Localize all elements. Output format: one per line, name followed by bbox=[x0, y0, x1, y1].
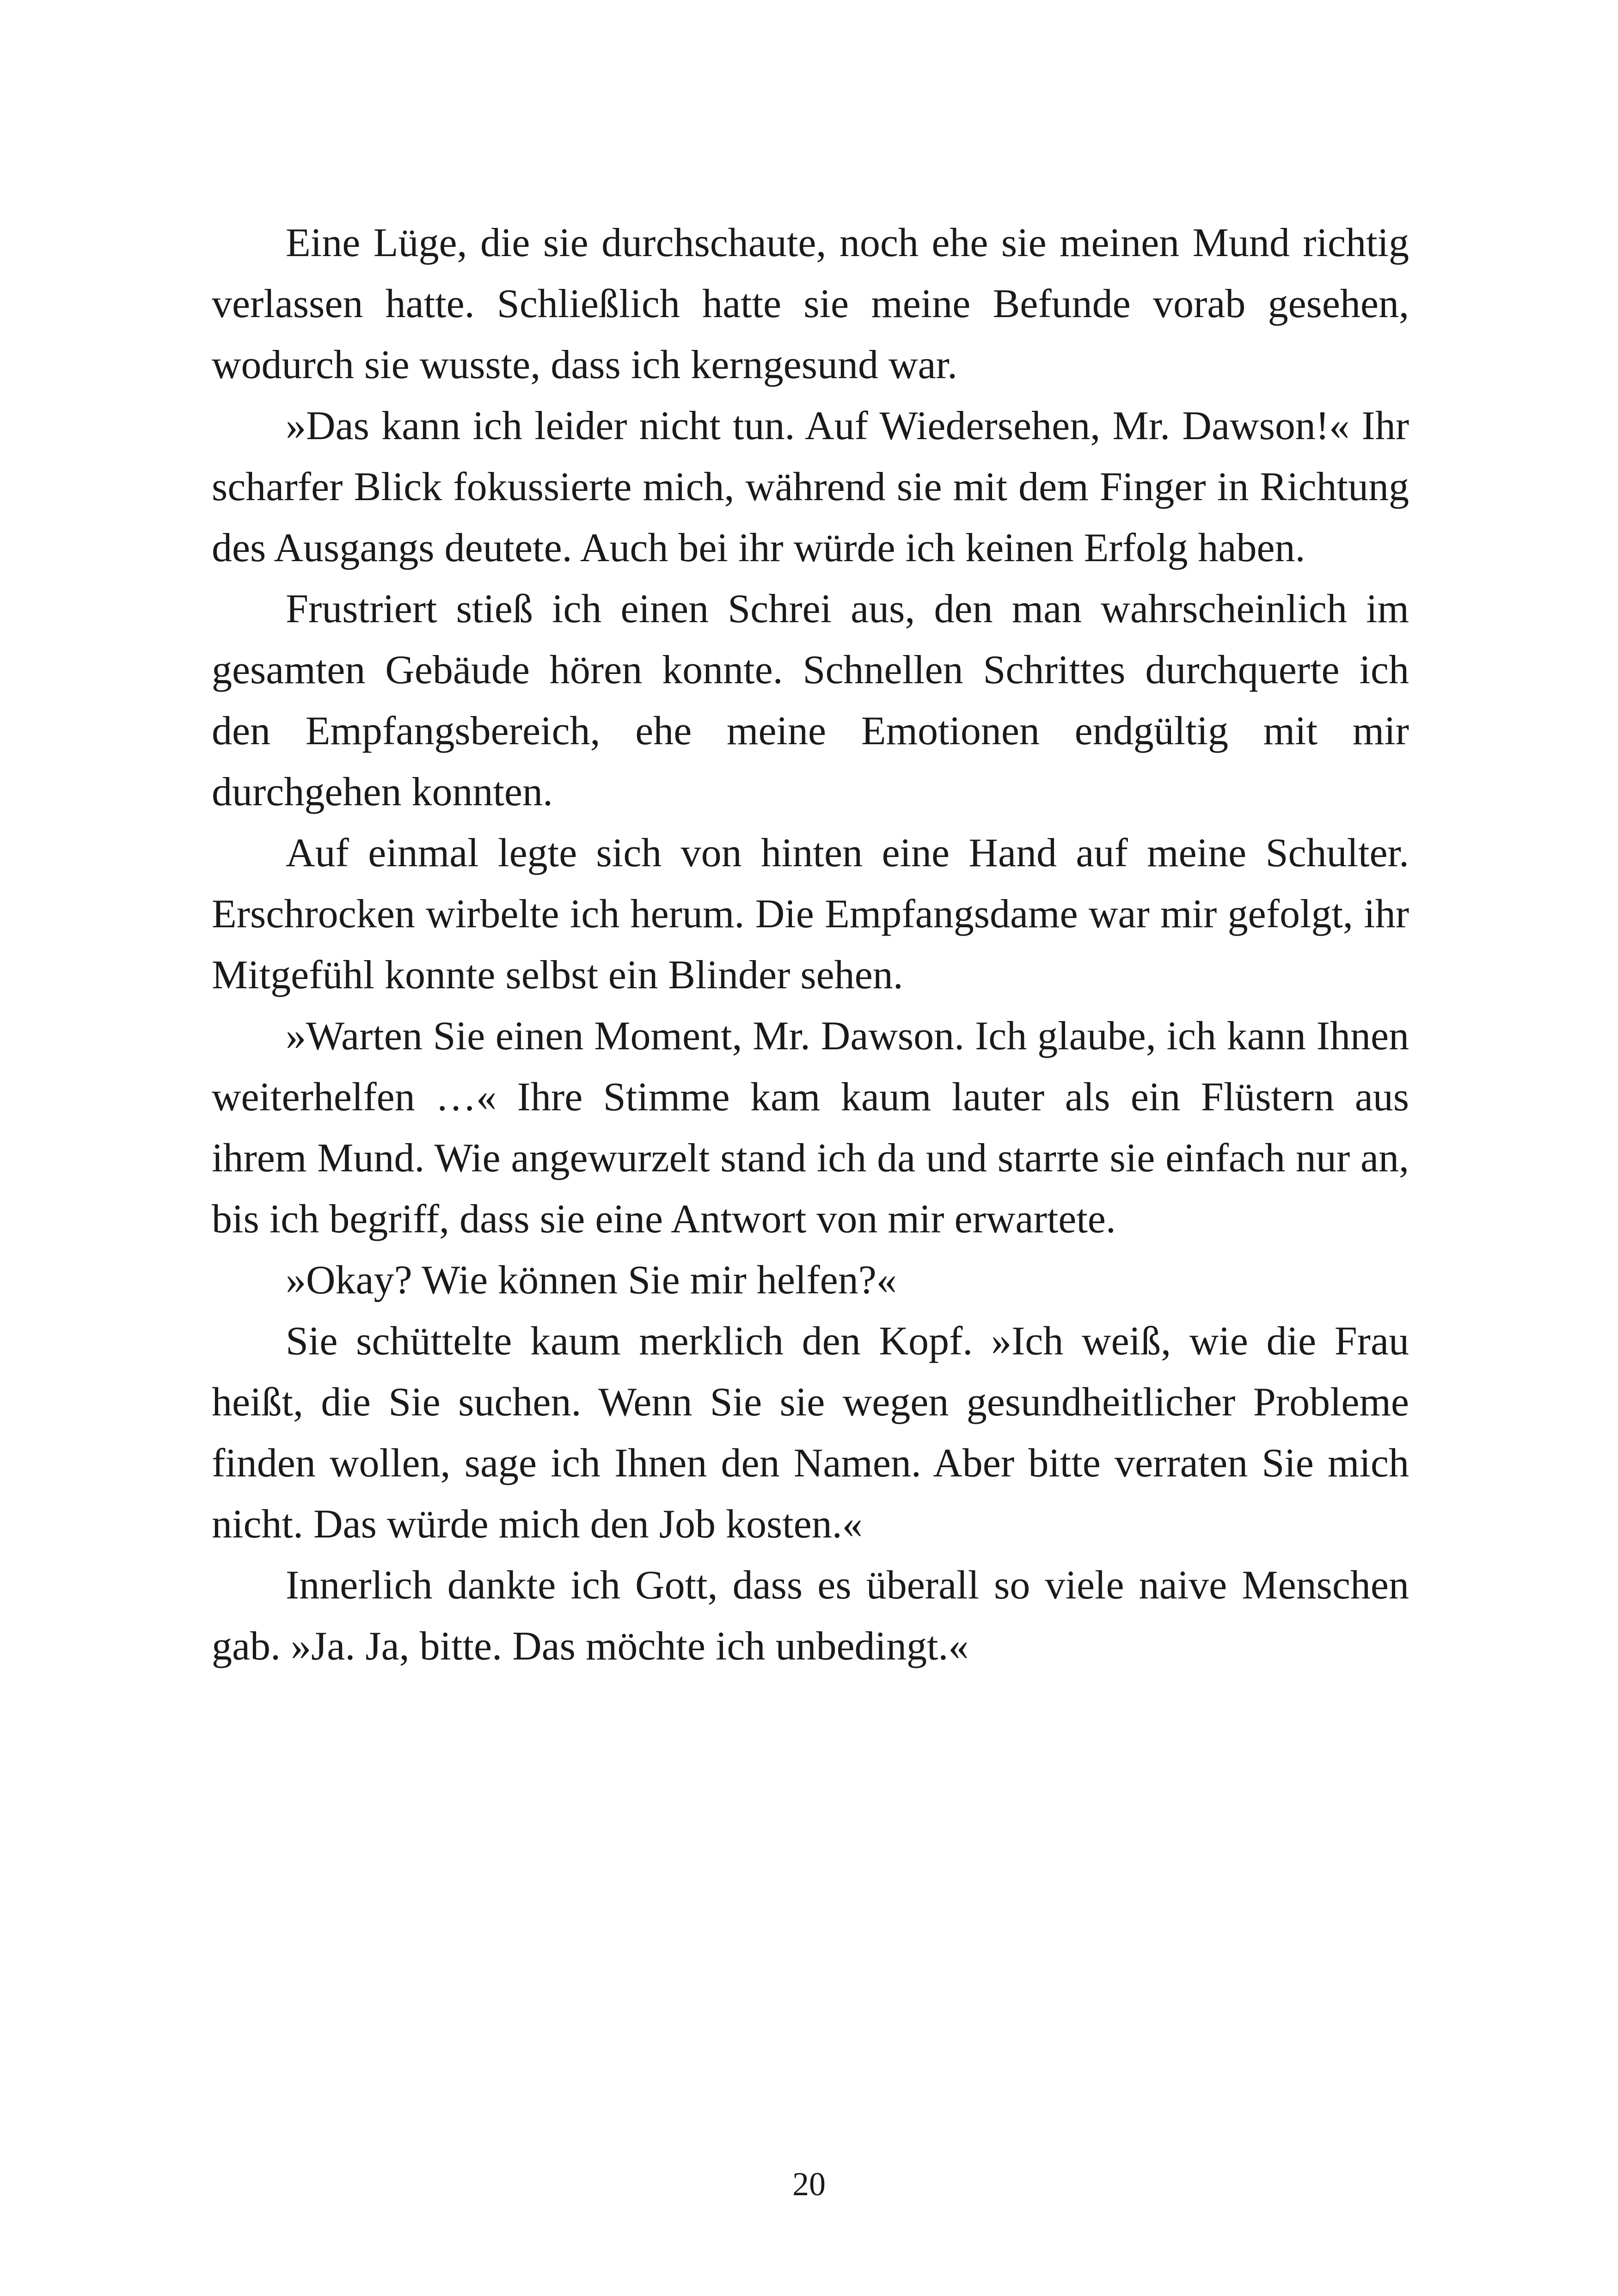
paragraph: »Okay? Wie können Sie mir helfen?« bbox=[286, 1258, 897, 1303]
paragraph: Innerlich dankte ich Gott, dass es überall so viele naive Menschen gab. »Ja. Ja, bitte. Das möchte ich unbedingt.« bbox=[212, 1563, 1409, 1669]
paragraph: Frustriert stieß ich einen Schrei aus, den man wahrscheinlich im gesamten Gebäude hören konnte. Schnellen Schrittes durchquerte ich den Empfangsbereich, ehe meine Emotionen endgültig mit mir durchgehen konnten. bbox=[212, 587, 1409, 814]
paragraph: Auf einmal legte sich von hinten eine Hand auf meine Schulter. Erschrocken wirbelte ich herum. Die Empfangsdame war mir gefolgt, ihr Mitgefühl konnte selbst ein Blinder sehen. bbox=[212, 831, 1409, 998]
paragraph: »Das kann ich leider nicht tun. Auf Wiedersehen, Mr. Dawson!« Ihr scharfer Blick fokussierte mich, während sie mit dem Finger in Richtung des Ausgangs deutete. Auch bei ihr würde ich keinen Erfolg haben. bbox=[212, 404, 1409, 570]
paragraph: »Warten Sie einen Moment, Mr. Dawson. Ich glaube, ich kann Ihnen weiterhelfen …« Ihre Stimme kam kaum lauter als ein Flüstern aus ihrem Mund. Wie angewurzelt stand ich da und starrte sie einfach nur an, bis ich begriff, dass sie eine Antwort von mir erwartete. bbox=[212, 1014, 1409, 1242]
body-text bbox=[212, 213, 1409, 1677]
page-number: 20 bbox=[792, 2166, 826, 2203]
paragraph: Eine Lüge, die sie durchschaute, noch ehe sie meinen Mund richtig verlassen hatte. Schließlich hatte sie meine Befunde vorab gesehen, wodurch sie wusste, dass ich kerngesund war. bbox=[212, 220, 1409, 387]
paragraph: Sie schüttelte kaum merklich den Kopf. »Ich weiß, wie die Frau heißt, die Sie suchen. Wenn Sie sie wegen gesundheitlicher Probleme finden wollen, sage ich Ihnen den Namen. Aber bitte verraten Sie mich nicht. Das würde mich den Job kosten.« bbox=[212, 1319, 1409, 1547]
